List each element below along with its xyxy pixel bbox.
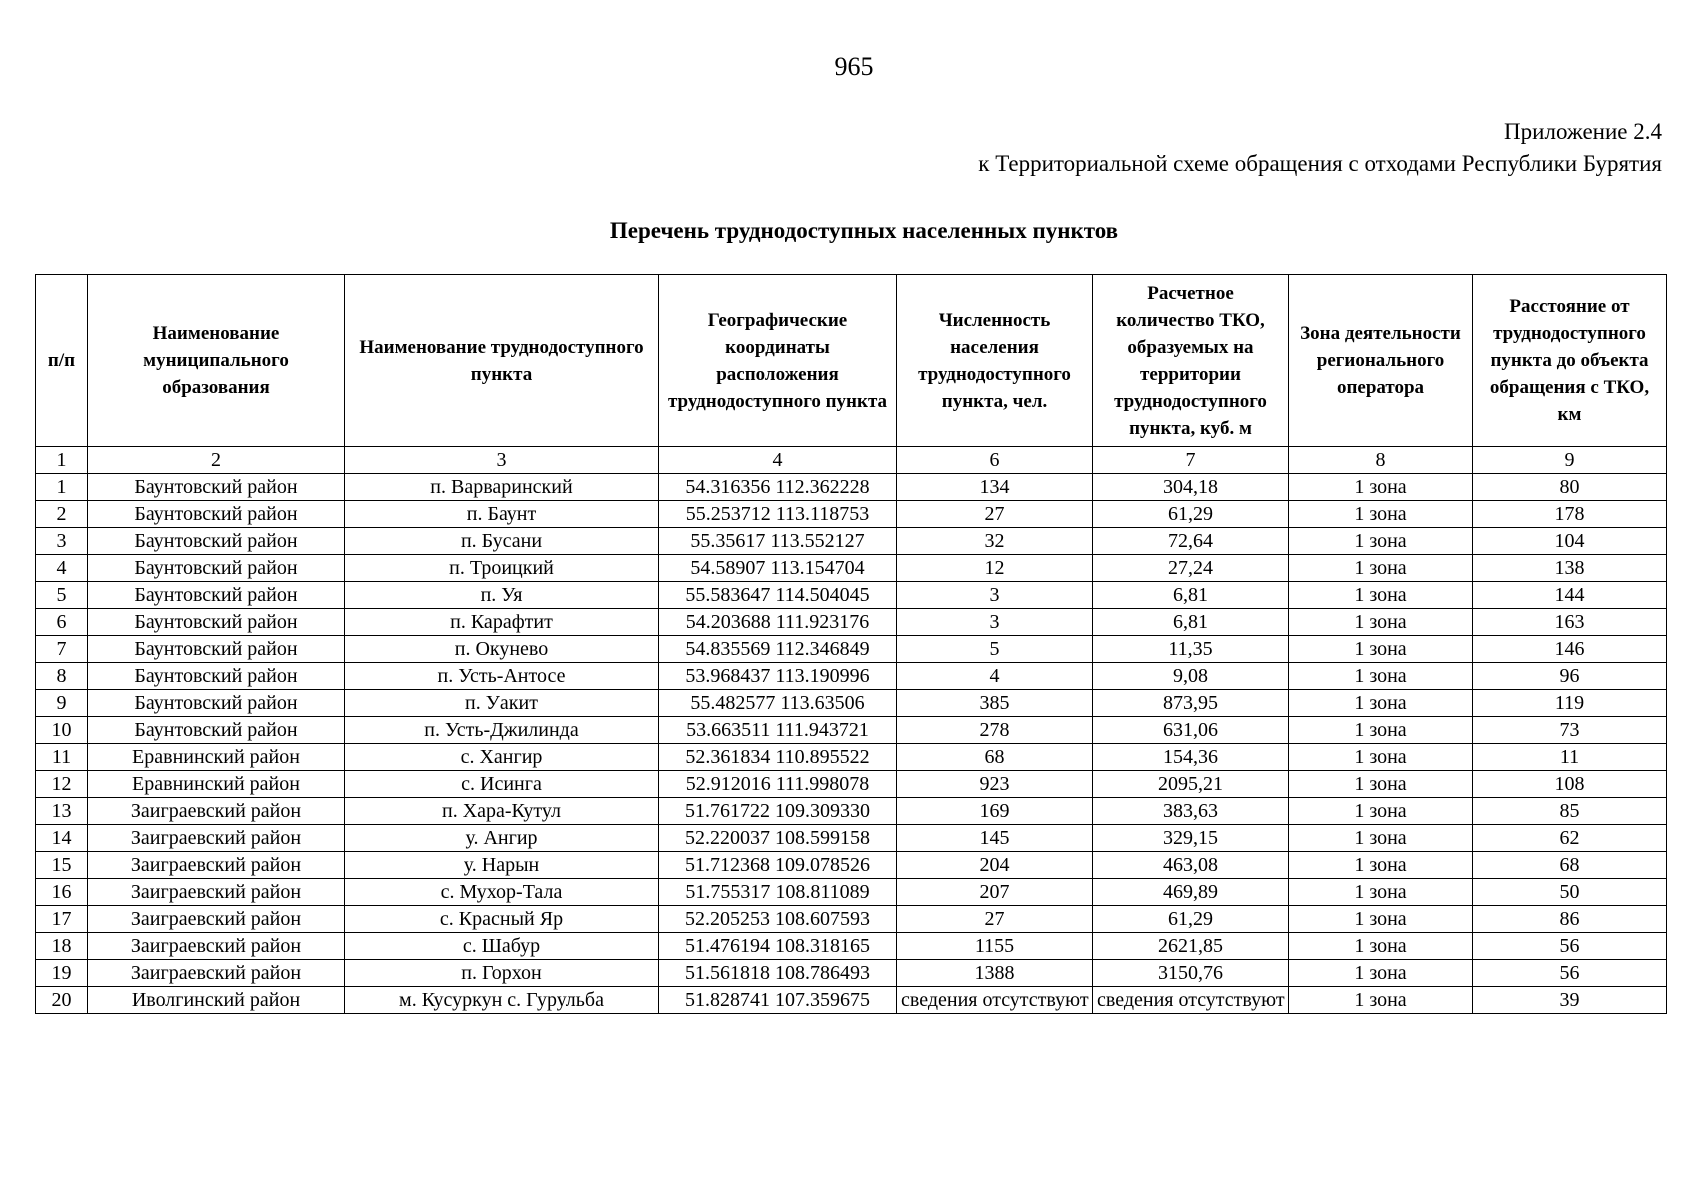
operator-zone-cell: 1 зона: [1289, 663, 1473, 690]
coordinates-cell: 55.583647 114.504045: [659, 582, 897, 609]
coordinates-cell: 51.476194 108.318165: [659, 933, 897, 960]
operator-zone-cell: 1 зона: [1289, 906, 1473, 933]
table-row: [36, 582, 1667, 609]
municipality-cell: Баунтовский район: [88, 609, 345, 636]
coordinates-cell: 54.835569 112.346849: [659, 636, 897, 663]
column-number-cell: 2: [88, 447, 345, 474]
document-title: Перечень труднодоступных населенных пунктов: [609, 218, 1119, 243]
waste-volume-cell: 11,35: [1093, 636, 1289, 663]
table-row: [36, 771, 1667, 798]
operator-zone-cell: 1 зона: [1289, 771, 1473, 798]
population-cell: 12: [897, 555, 1093, 582]
municipality-cell: Баунтовский район: [88, 582, 345, 609]
municipality-cell: Заиграевский район: [88, 879, 345, 906]
row-index-cell: 9: [36, 690, 88, 717]
distance-cell: 138: [1473, 555, 1667, 582]
municipality-cell: Баунтовский район: [88, 474, 345, 501]
population-cell: 204: [897, 852, 1093, 879]
settlement-cell: п. Уя: [345, 582, 659, 609]
settlement-cell: п. Карафтит: [345, 609, 659, 636]
distance-cell: 178: [1473, 501, 1667, 528]
distance-cell: 85: [1473, 798, 1667, 825]
population-cell: 4: [897, 663, 1093, 690]
municipality-cell: Заиграевский район: [88, 798, 345, 825]
row-index-cell: 12: [36, 771, 88, 798]
municipality-cell: Баунтовский район: [88, 636, 345, 663]
row-index-cell: 16: [36, 879, 88, 906]
row-index-cell: 2: [36, 501, 88, 528]
row-index-cell: 10: [36, 717, 88, 744]
distance-cell: 56: [1473, 933, 1667, 960]
distance-cell: 119: [1473, 690, 1667, 717]
appendix-reference: [978, 116, 1662, 180]
coordinates-cell: 52.220037 108.599158: [659, 825, 897, 852]
coordinates-cell: 54.58907 113.154704: [659, 555, 897, 582]
population-cell: 278: [897, 717, 1093, 744]
distance-cell: 56: [1473, 960, 1667, 987]
table-row: [36, 798, 1667, 825]
population-cell: 3: [897, 609, 1093, 636]
header-cell-waste-volume: Расчетное количество ТКО, образуемых на территории труднодоступного пункта, куб. м: [1093, 275, 1289, 447]
municipality-cell: Заиграевский район: [88, 825, 345, 852]
municipality-cell: Заиграевский район: [88, 906, 345, 933]
column-number-cell: 3: [345, 447, 659, 474]
municipality-cell: Заиграевский район: [88, 960, 345, 987]
row-index-cell: 1: [36, 474, 88, 501]
waste-volume-cell: 9,08: [1093, 663, 1289, 690]
municipality-cell: Баунтовский район: [88, 555, 345, 582]
municipality-cell: Баунтовский район: [88, 690, 345, 717]
settlement-cell: п. Усть-Джилинда: [345, 717, 659, 744]
operator-zone-cell: 1 зона: [1289, 987, 1473, 1014]
population-cell: 134: [897, 474, 1093, 501]
settlement-cell: м. Кусуркун с. Гурульба: [345, 987, 659, 1014]
population-cell: 923: [897, 771, 1093, 798]
population-cell: 5: [897, 636, 1093, 663]
table-row: [36, 555, 1667, 582]
waste-volume-cell: сведения отсутствуют: [1093, 987, 1289, 1014]
settlement-cell: с. Исинга: [345, 771, 659, 798]
coordinates-cell: 51.712368 109.078526: [659, 852, 897, 879]
page-number: 965: [834, 52, 874, 81]
settlements-table: [35, 274, 1667, 1014]
waste-volume-cell: 631,06: [1093, 717, 1289, 744]
header-cell-operator-zone: Зона деятельности регионального оператора: [1289, 275, 1473, 447]
header-row: [36, 275, 1667, 447]
waste-volume-cell: 154,36: [1093, 744, 1289, 771]
operator-zone-cell: 1 зона: [1289, 501, 1473, 528]
header-cell-settlement: Наименование труднодоступного пункта: [345, 275, 659, 447]
appendix-line-1: Приложение 2.4: [1504, 119, 1662, 144]
row-index-cell: 6: [36, 609, 88, 636]
population-cell: 1388: [897, 960, 1093, 987]
row-index-cell: 11: [36, 744, 88, 771]
row-index-cell: 19: [36, 960, 88, 987]
coordinates-cell: 53.663511 111.943721: [659, 717, 897, 744]
coordinates-cell: 55.482577 113.63506: [659, 690, 897, 717]
table-row: [36, 663, 1667, 690]
municipality-cell: Иволгинский район: [88, 987, 345, 1014]
waste-volume-cell: 6,81: [1093, 609, 1289, 636]
column-number-cell: 9: [1473, 447, 1667, 474]
operator-zone-cell: 1 зона: [1289, 609, 1473, 636]
row-index-cell: 8: [36, 663, 88, 690]
coordinates-cell: 52.205253 108.607593: [659, 906, 897, 933]
column-number-cell: 7: [1093, 447, 1289, 474]
municipality-cell: Еравнинский район: [88, 744, 345, 771]
row-index-cell: 17: [36, 906, 88, 933]
coordinates-cell: 51.761722 109.309330: [659, 798, 897, 825]
population-cell: 207: [897, 879, 1093, 906]
table-row: [36, 609, 1667, 636]
municipality-cell: Еравнинский район: [88, 771, 345, 798]
header-cell-index: п/п: [36, 275, 88, 447]
waste-volume-cell: 61,29: [1093, 906, 1289, 933]
distance-cell: 11: [1473, 744, 1667, 771]
municipality-cell: Баунтовский район: [88, 717, 345, 744]
distance-cell: 104: [1473, 528, 1667, 555]
municipality-cell: Баунтовский район: [88, 501, 345, 528]
distance-cell: 50: [1473, 879, 1667, 906]
operator-zone-cell: 1 зона: [1289, 825, 1473, 852]
distance-cell: 86: [1473, 906, 1667, 933]
population-cell: 145: [897, 825, 1093, 852]
waste-volume-cell: 2621,85: [1093, 933, 1289, 960]
population-cell: сведения отсутствуют: [897, 987, 1093, 1014]
settlement-cell: п. Баунт: [345, 501, 659, 528]
row-index-cell: 3: [36, 528, 88, 555]
table-row: [36, 960, 1667, 987]
row-index-cell: 7: [36, 636, 88, 663]
settlement-cell: у. Ангир: [345, 825, 659, 852]
distance-cell: 80: [1473, 474, 1667, 501]
settlement-cell: п. Окунево: [345, 636, 659, 663]
operator-zone-cell: 1 зона: [1289, 798, 1473, 825]
header-cell-population: Численность населения труднодоступного пункта, чел.: [897, 275, 1093, 447]
municipality-cell: Заиграевский район: [88, 933, 345, 960]
settlement-cell: п. Горхон: [345, 960, 659, 987]
distance-cell: 68: [1473, 852, 1667, 879]
settlement-cell: п. Уакит: [345, 690, 659, 717]
population-cell: 27: [897, 906, 1093, 933]
table-row: [36, 879, 1667, 906]
settlement-cell: п. Хара-Кутул: [345, 798, 659, 825]
table-row: [36, 636, 1667, 663]
operator-zone-cell: 1 зона: [1289, 690, 1473, 717]
waste-volume-cell: 72,64: [1093, 528, 1289, 555]
waste-volume-cell: 469,89: [1093, 879, 1289, 906]
distance-cell: 62: [1473, 825, 1667, 852]
table-body: [36, 474, 1667, 1014]
settlement-cell: с. Мухор-Тала: [345, 879, 659, 906]
row-index-cell: 5: [36, 582, 88, 609]
coordinates-cell: 53.968437 113.190996: [659, 663, 897, 690]
population-cell: 385: [897, 690, 1093, 717]
waste-volume-cell: 873,95: [1093, 690, 1289, 717]
population-cell: 27: [897, 501, 1093, 528]
table-row: [36, 690, 1667, 717]
operator-zone-cell: 1 зона: [1289, 474, 1473, 501]
municipality-cell: Баунтовский район: [88, 663, 345, 690]
operator-zone-cell: 1 зона: [1289, 636, 1473, 663]
settlement-cell: с. Шабур: [345, 933, 659, 960]
operator-zone-cell: 1 зона: [1289, 879, 1473, 906]
distance-cell: 96: [1473, 663, 1667, 690]
settlement-cell: п. Варваринский: [345, 474, 659, 501]
waste-volume-cell: 6,81: [1093, 582, 1289, 609]
population-cell: 3: [897, 582, 1093, 609]
table-row: [36, 717, 1667, 744]
settlement-cell: п. Бусани: [345, 528, 659, 555]
distance-cell: 146: [1473, 636, 1667, 663]
table-row: [36, 987, 1667, 1014]
distance-cell: 39: [1473, 987, 1667, 1014]
row-index-cell: 20: [36, 987, 88, 1014]
distance-cell: 163: [1473, 609, 1667, 636]
waste-volume-cell: 3150,76: [1093, 960, 1289, 987]
table-row: [36, 528, 1667, 555]
waste-volume-cell: 329,15: [1093, 825, 1289, 852]
settlement-cell: у. Нарын: [345, 852, 659, 879]
distance-cell: 108: [1473, 771, 1667, 798]
table-row: [36, 852, 1667, 879]
operator-zone-cell: 1 зона: [1289, 528, 1473, 555]
coordinates-cell: 55.35617 113.552127: [659, 528, 897, 555]
row-index-cell: 14: [36, 825, 88, 852]
header-cell-coordinates: Географические координаты расположения труднодоступного пункта: [659, 275, 897, 447]
operator-zone-cell: 1 зона: [1289, 582, 1473, 609]
row-index-cell: 18: [36, 933, 88, 960]
settlement-cell: с. Хангир: [345, 744, 659, 771]
table-row: [36, 744, 1667, 771]
coordinates-cell: 52.361834 110.895522: [659, 744, 897, 771]
operator-zone-cell: 1 зона: [1289, 744, 1473, 771]
municipality-cell: Баунтовский район: [88, 528, 345, 555]
table-row: [36, 933, 1667, 960]
waste-volume-cell: 2095,21: [1093, 771, 1289, 798]
population-cell: 68: [897, 744, 1093, 771]
coordinates-cell: 54.203688 111.923176: [659, 609, 897, 636]
population-cell: 169: [897, 798, 1093, 825]
municipality-cell: Заиграевский район: [88, 852, 345, 879]
column-number-cell: 1: [36, 447, 88, 474]
waste-volume-cell: 383,63: [1093, 798, 1289, 825]
coordinates-cell: 55.253712 113.118753: [659, 501, 897, 528]
waste-volume-cell: 61,29: [1093, 501, 1289, 528]
waste-volume-cell: 27,24: [1093, 555, 1289, 582]
operator-zone-cell: 1 зона: [1289, 852, 1473, 879]
waste-volume-cell: 463,08: [1093, 852, 1289, 879]
operator-zone-cell: 1 зона: [1289, 555, 1473, 582]
table-row: [36, 906, 1667, 933]
coordinates-cell: 52.912016 111.998078: [659, 771, 897, 798]
header-cell-distance: Расстояние от труднодоступного пункта до объекта обращения с ТКО, км: [1473, 275, 1667, 447]
population-cell: 1155: [897, 933, 1093, 960]
row-index-cell: 4: [36, 555, 88, 582]
header-cell-municipality: Наименование муниципального образования: [88, 275, 345, 447]
column-number-cell: 8: [1289, 447, 1473, 474]
settlement-cell: с. Красный Яр: [345, 906, 659, 933]
coordinates-cell: 54.316356 112.362228: [659, 474, 897, 501]
coordinates-cell: 51.828741 107.359675: [659, 987, 897, 1014]
table-row: [36, 474, 1667, 501]
settlement-cell: п. Троицкий: [345, 555, 659, 582]
table-row: [36, 501, 1667, 528]
column-number-cell: 4: [659, 447, 897, 474]
distance-cell: 144: [1473, 582, 1667, 609]
column-number-cell: 6: [897, 447, 1093, 474]
row-index-cell: 15: [36, 852, 88, 879]
column-number-row: [36, 447, 1667, 474]
population-cell: 32: [897, 528, 1093, 555]
coordinates-cell: 51.755317 108.811089: [659, 879, 897, 906]
operator-zone-cell: 1 зона: [1289, 717, 1473, 744]
settlement-cell: п. Усть-Антосе: [345, 663, 659, 690]
appendix-line-2: к Территориальной схеме обращения с отходами Республики Бурятия: [978, 151, 1662, 176]
table-row: [36, 825, 1667, 852]
waste-volume-cell: 304,18: [1093, 474, 1289, 501]
operator-zone-cell: 1 зона: [1289, 933, 1473, 960]
distance-cell: 73: [1473, 717, 1667, 744]
operator-zone-cell: 1 зона: [1289, 960, 1473, 987]
row-index-cell: 13: [36, 798, 88, 825]
coordinates-cell: 51.561818 108.786493: [659, 960, 897, 987]
